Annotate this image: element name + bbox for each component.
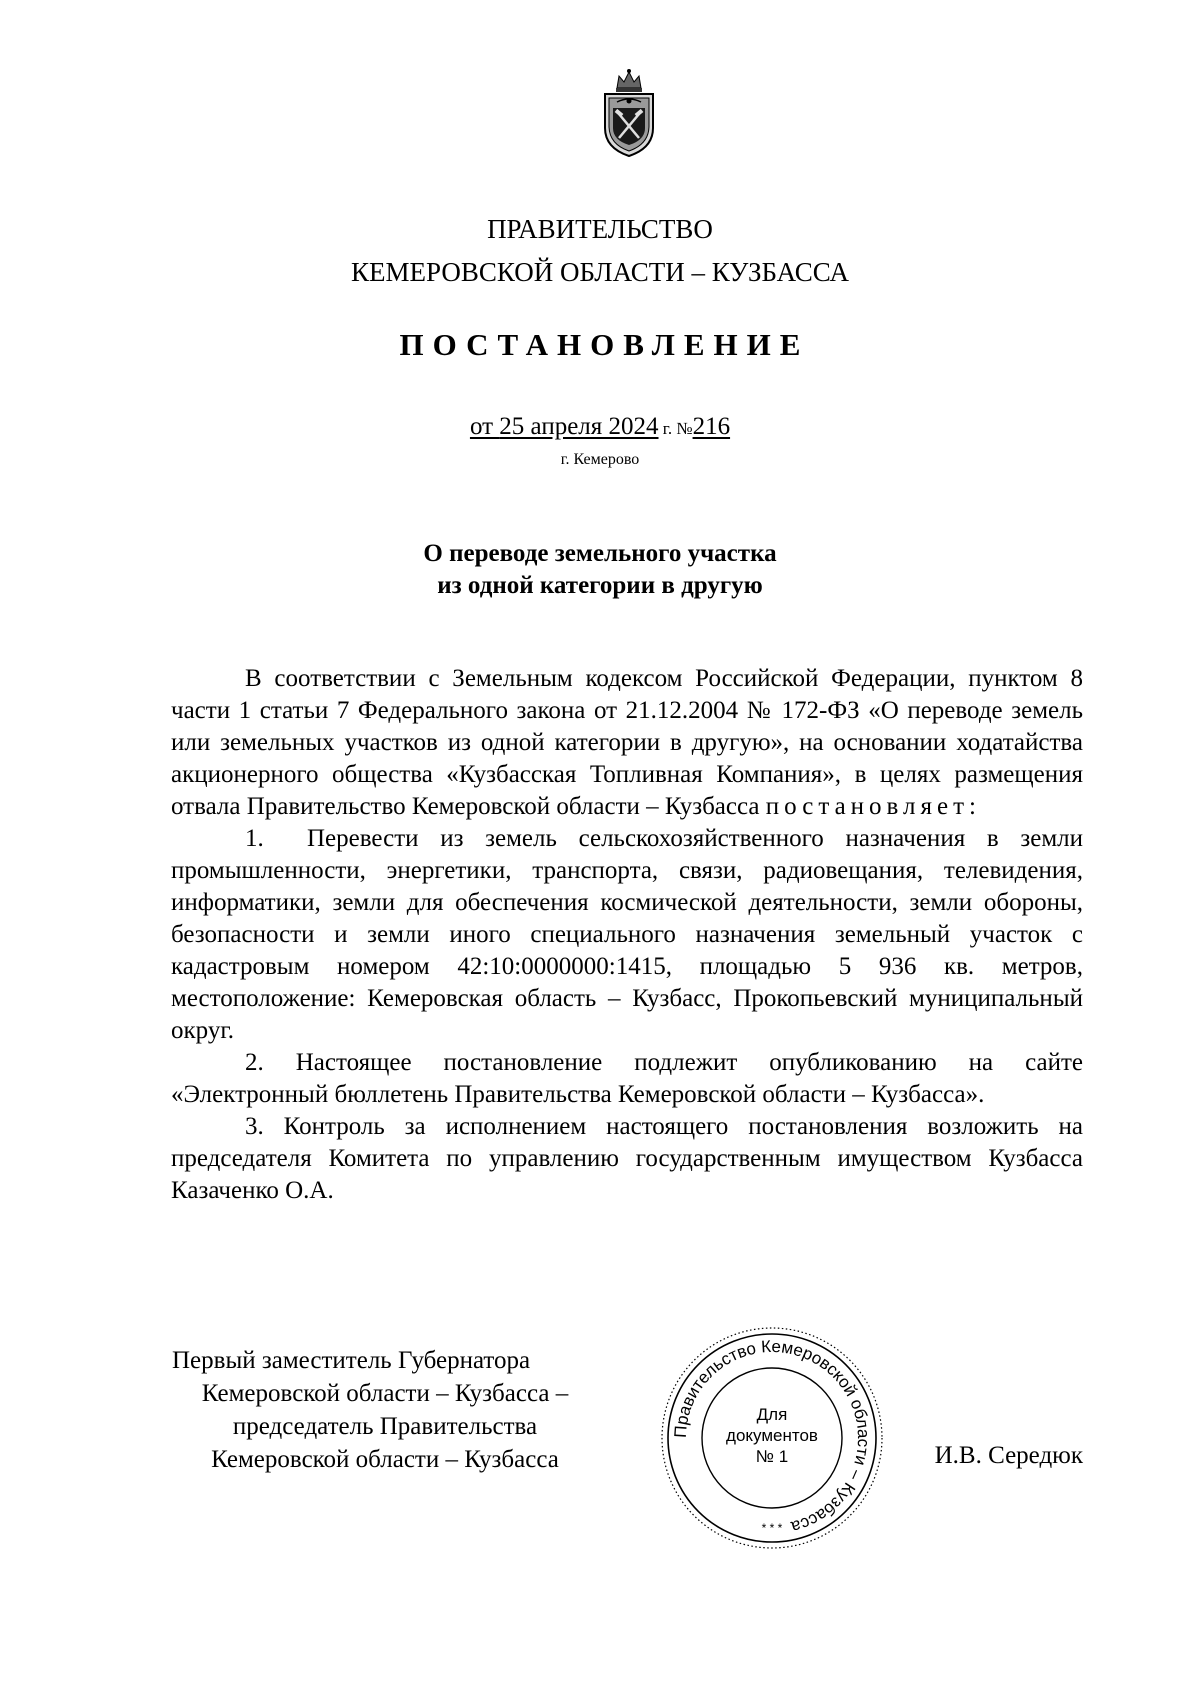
signatory-position-line3: председатель Правительства — [232, 1413, 538, 1440]
decree-word: постановляет: — [765, 793, 981, 820]
date-number-line — [0, 413, 1200, 441]
number-sign: № — [672, 419, 693, 438]
government-name-line2: КЕМЕРОВСКОЙ ОБЛАСТИ – КУЗБАССА — [351, 257, 849, 287]
signatory-position-line2: Кемеровской области – Кузбасса – — [201, 1380, 569, 1407]
clause-1-text: Перевести из земель сельскохозяйственного назначения в земли промышленности, энергетики, транспорта, связи, радиовещания, телевидения, информатики, земли для обеспечения космической деятельности, земли обороны, безопасности и земли иного специального назначения земельный участок с кадастровым номером 42:10:0000000:1415, площадью 5 936 кв. метров, местоположение: Кемеровская область – Кузбасс, Прокопьевский муниципальный округ. — [171, 825, 1083, 1044]
year-suffix: г. — [658, 419, 673, 438]
document-title-line1: О переводе земельного участка — [423, 540, 777, 567]
clause-1 — [171, 823, 1083, 1047]
document-number: 216 — [692, 413, 731, 440]
stamp-center-line2: документов — [726, 1426, 818, 1445]
signatory-position-line4: Кемеровской области – Кузбасса — [211, 1446, 559, 1473]
stamp-ring-text: Правительство Кемеровской области – Кузбасса — [670, 1336, 874, 1537]
signatory-position — [155, 1344, 615, 1476]
stamp-center-line1: Для — [756, 1405, 788, 1424]
clause-1-number: 1. — [245, 825, 264, 852]
official-stamp — [658, 1324, 886, 1552]
stamp-center-line3: № 1 — [755, 1447, 789, 1466]
clause-2: 2. Настоящее постановление подлежит опубликованию на сайте «Электронный бюллетень Правительства Кемеровской области – Кузбасса». — [171, 1049, 1083, 1108]
city-of-issue: г. Кемерово — [560, 451, 640, 468]
preamble-paragraph — [171, 663, 1083, 823]
stamp-stars: * * * — [761, 1521, 783, 1535]
document-body — [171, 663, 1083, 1207]
signatory-name: И.В. Середюк — [934, 1442, 1083, 1469]
document-title-line2: из одной категории в другую — [437, 572, 763, 599]
coat-of-arms-emblem — [597, 66, 661, 162]
document-type-heading: ПОСТАНОВЛЕНИЕ — [399, 327, 810, 362]
signatory-position-line1: Первый заместитель Губернатора — [172, 1347, 531, 1374]
date-prefix: от — [469, 413, 500, 440]
preamble-text: В соответствии с Земельным кодексом Российской Федерации, пунктом 8 части 1 статьи 7 Федерального закона от 21.12.2004 № 172-ФЗ «О переводе земель или земельных участков из одной категории в другую», на основании ходатайства акционерного общества «Кузбасская Топливная Компания», в целях размещения отвала Правительство Кемеровской области – Кузбасса — [171, 665, 1083, 820]
document-date: 25 апреля 2024 — [499, 413, 659, 440]
government-name-line1: ПРАВИТЕЛЬСТВО — [487, 214, 713, 244]
clause-3: 3. Контроль за исполнением настоящего постановления возложить на председателя Комитета по управлению государственным имуществом Кузбасса Казаченко О.А. — [171, 1113, 1083, 1204]
